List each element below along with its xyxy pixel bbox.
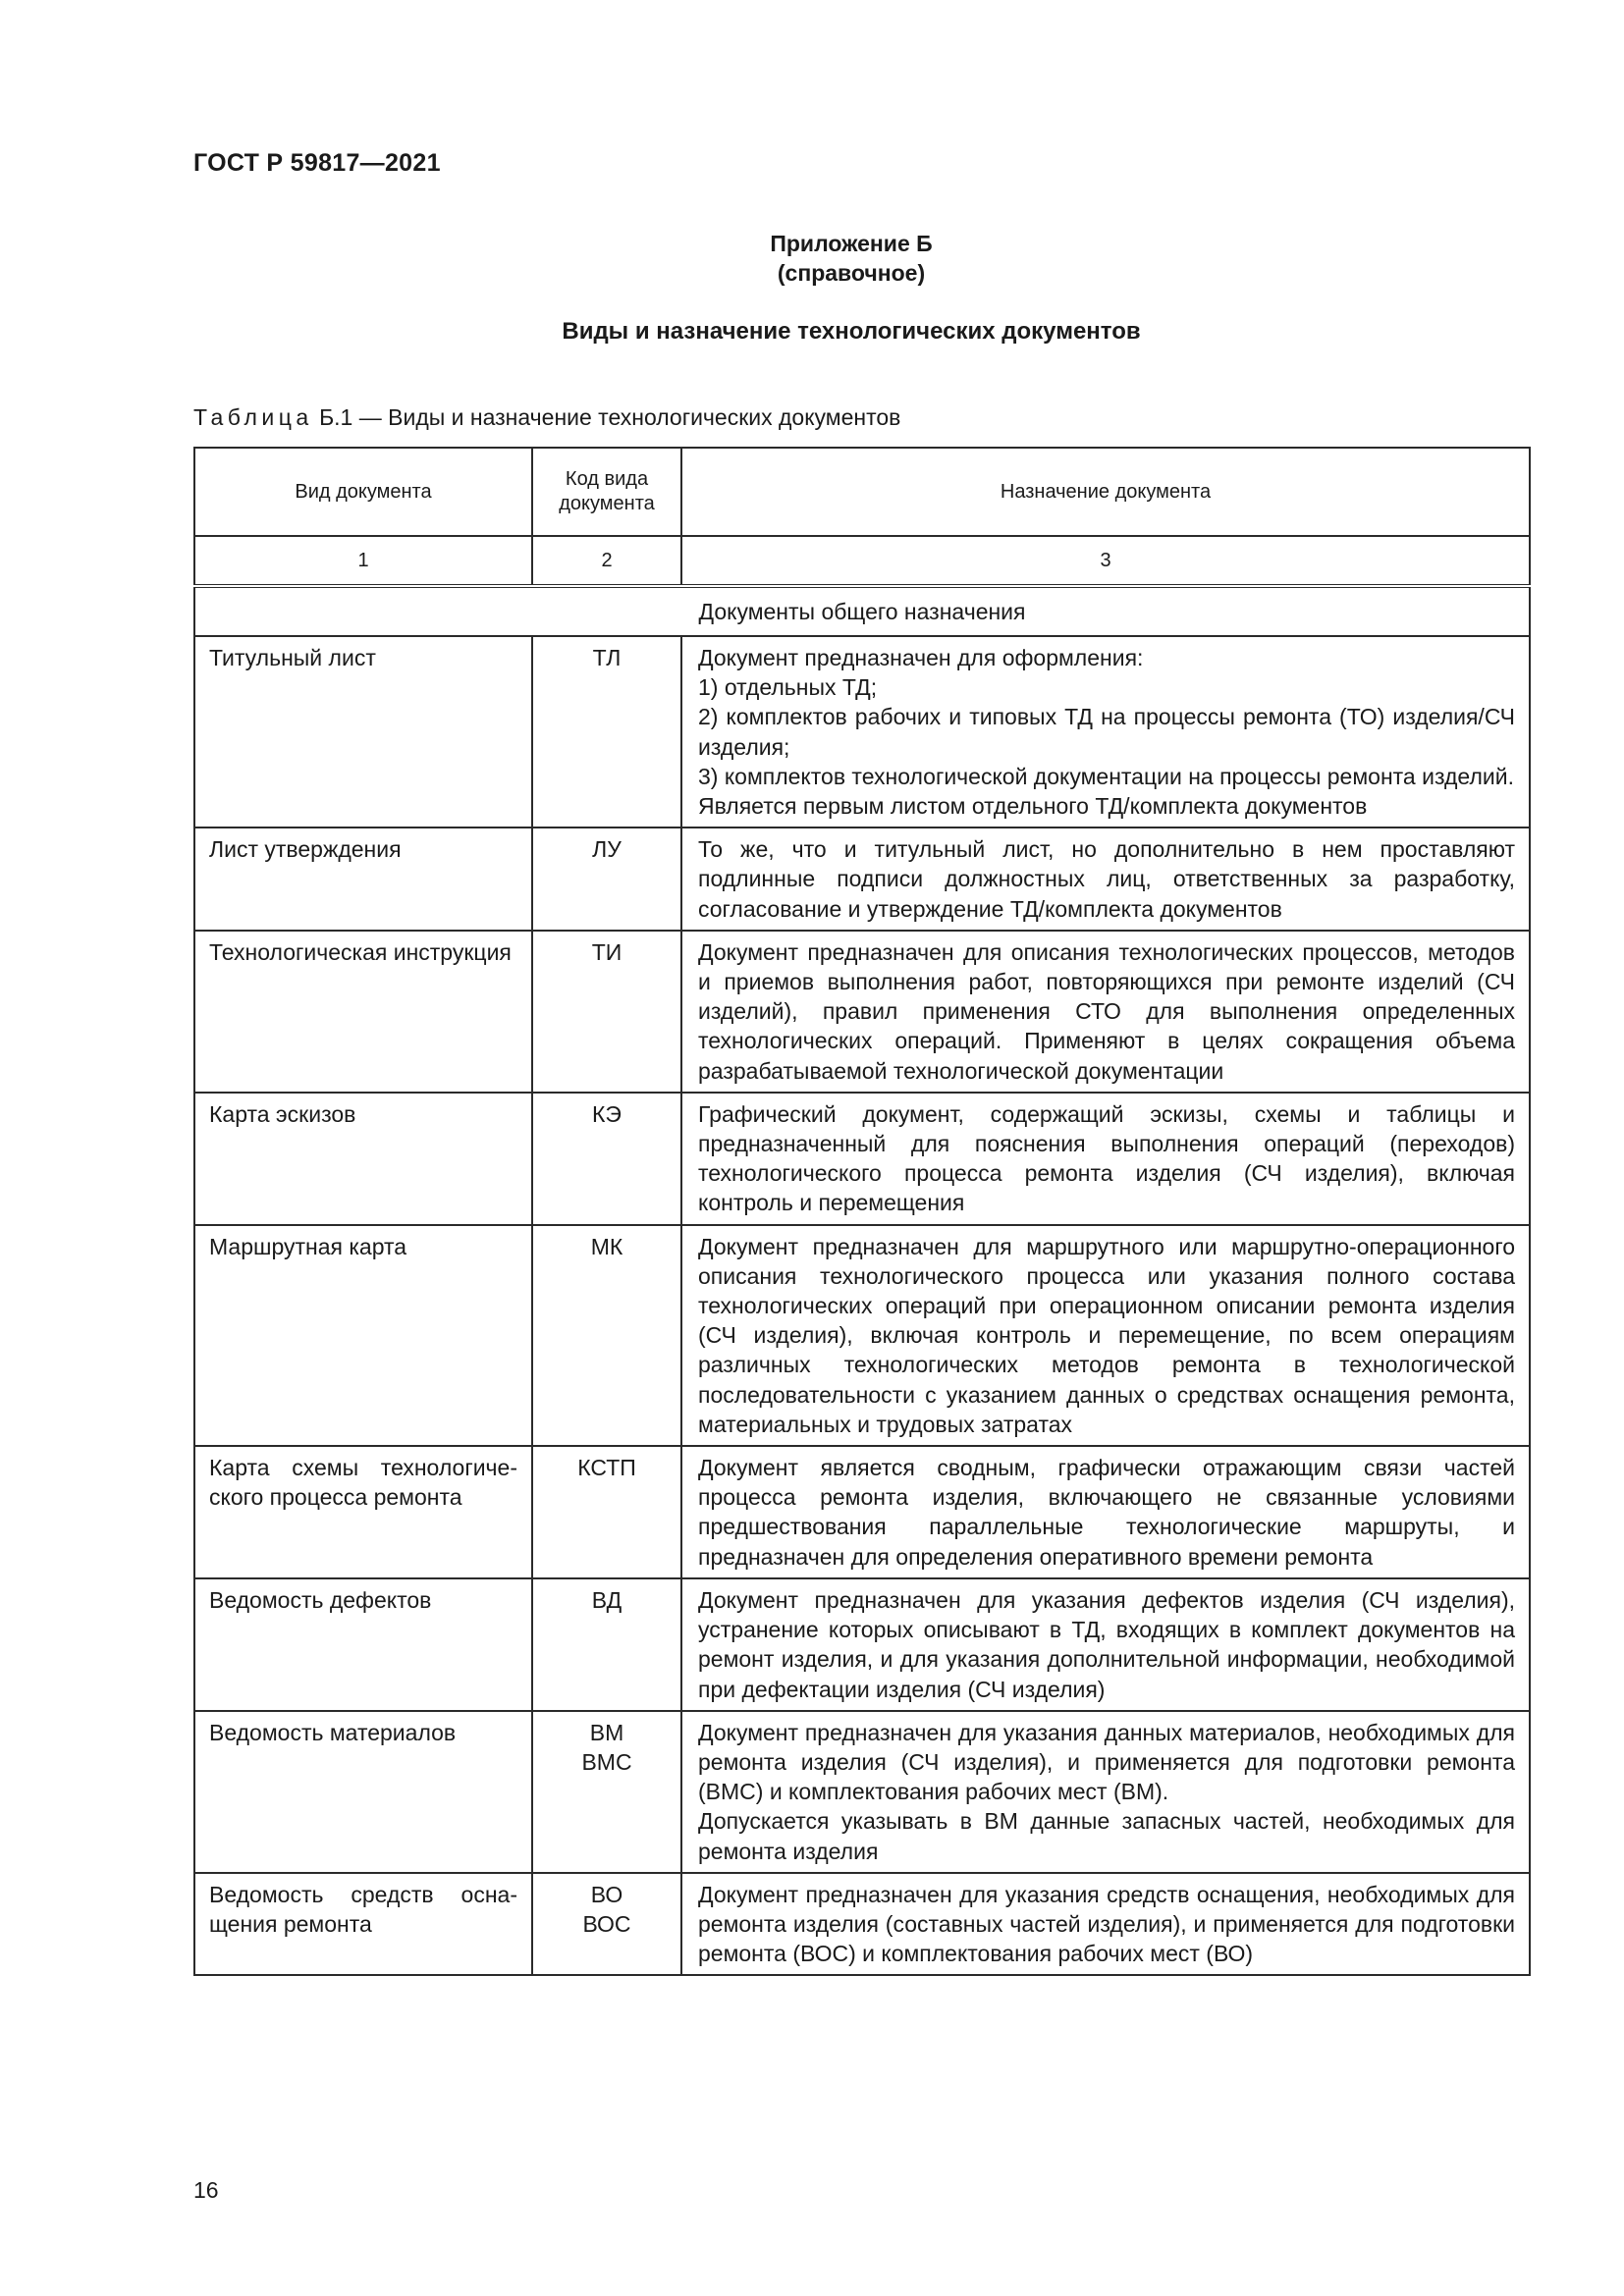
doc-kind-cell: Титульный лист: [194, 636, 532, 828]
table-row: [194, 1578, 1530, 1711]
page-number: 16: [193, 2177, 219, 2203]
table-row: [194, 931, 1530, 1093]
section-row: [194, 586, 1530, 636]
doc-code-cell: ТЛ: [532, 636, 681, 828]
table-row: [194, 1873, 1530, 1976]
table-row: [194, 1225, 1530, 1446]
doc-purpose-cell: Документ предназначен для описания технологических процессов, методов и приемов выполнения работ, повторяющихся при ремонте изделий (СЧ изделий), правил применения СТО для выполнения определенных технологических операций. Применяют в целях сокращения объема разрабатываемой технологической документации: [681, 931, 1530, 1093]
doc-purpose-cell: Документ является сводным, графически отражающим связи частей процесса ремонта изделия, включающего не связанные условиями предшествования параллельные технологические маршруты, и предназначен для определения оперативного времени ремонта: [681, 1446, 1530, 1578]
appendix-subtitle: (справочное): [777, 260, 926, 286]
header-cell-purpose: Назначение документа: [681, 448, 1530, 536]
section-title: Документы общего назначения: [194, 586, 1530, 636]
appendix-title: Приложение Б: [770, 231, 933, 256]
doc-purpose-cell: Документ предназначен для указания дефектов изделия (СЧ изделия), устранение которых описывают в ТД, входящих в комплект документов на ремонт изделия, и для указания дополнительной информации, необходимой при дефектации изделия (СЧ изделия): [681, 1578, 1530, 1711]
doc-kind-cell: Ведомость материалов: [194, 1711, 532, 1873]
doc-purpose-cell: Документ предназначен для указания данных материалов, необходимых для ремонта изделия (СЧ изделия), и применяется для подготовки ремонта (ВМС) и комплектования рабочих мест (ВМ). Допускается указывать в ВМ данные запасных частей, необходимых для ремонта изделия: [681, 1711, 1530, 1873]
column-number: 2: [532, 536, 681, 586]
doc-code-cell: ВД: [532, 1578, 681, 1711]
doc-code-cell: МК: [532, 1225, 681, 1446]
column-number-row: [194, 536, 1530, 586]
header-cell-code: [532, 448, 681, 536]
table-row: [194, 1711, 1530, 1873]
doc-purpose-cell: Документ предназначен для маршрутного или маршрутно-операционного описания технологического процесса или указания полного состава технологических операций при операционном описании ремонта изделия (СЧ изделия), включая контроль и перемещение, по всем операциям различных технологических методов ремонта в технологической последовательности с указанием данных о средствах оснащения ремонта, материальных и трудовых затратах: [681, 1225, 1530, 1446]
column-number: 3: [681, 536, 1530, 586]
document-code: ГОСТ Р 59817—2021: [193, 149, 441, 177]
doc-code-cell: ВО ВОС: [532, 1873, 681, 1976]
appendix-heading: Виды и назначение технологических документов: [562, 318, 1141, 345]
doc-kind-cell: Карта схемы технологического процесса ремонта: [194, 1446, 532, 1578]
header-cell-code-line1: Код вида: [565, 468, 649, 490]
document-types-table: [193, 447, 1531, 1976]
doc-code-cell: ВМ ВМС: [532, 1711, 681, 1873]
header-cell-kind: Вид документа: [194, 448, 532, 536]
doc-kind-cell: Ведомость дефектов: [194, 1578, 532, 1711]
table-row: [194, 636, 1530, 828]
doc-kind-cell: Технологическая инструкция: [194, 931, 532, 1093]
doc-kind-cell: Карта эскизов: [194, 1093, 532, 1225]
column-number: 1: [194, 536, 532, 586]
doc-purpose-cell: Документ предназначен для указания средств оснащения, необходимых для ремонта изделия (составных частей изделия), и применяется для подготовки ремонта (ВОС) и комплектования рабочих мест (ВО): [681, 1873, 1530, 1976]
doc-code-cell: КСТП: [532, 1446, 681, 1578]
appendix-title-block: [0, 229, 1624, 288]
doc-code-cell: КЭ: [532, 1093, 681, 1225]
table-caption: [193, 404, 900, 431]
table-caption-text: Б.1 — Виды и назначение технологических документов: [312, 404, 901, 430]
doc-purpose-cell: Графический документ, содержащий эскизы, схемы и таблицы и предназначенный для пояснения выполнения операций (переходов) технологического процесса ремонта изделия (СЧ изделия), включая контроль и перемещения: [681, 1093, 1530, 1225]
table-row: [194, 1093, 1530, 1225]
doc-kind-cell: Маршрутная карта: [194, 1225, 532, 1446]
doc-code-cell: ЛУ: [532, 828, 681, 931]
doc-purpose-cell: То же, что и титульный лист, но дополнительно в нем проставляют подлинные подписи должностных лиц, ответственных за разработку, согласование и утверждение ТД/комплекта документов: [681, 828, 1530, 931]
table-caption-label: Таблица: [193, 404, 313, 430]
table-row: [194, 828, 1530, 931]
table-row: [194, 1446, 1530, 1578]
header-cell-code-line2: документа: [559, 493, 655, 514]
table-header-row: [194, 448, 1530, 536]
doc-code-cell: ТИ: [532, 931, 681, 1093]
doc-kind-cell: Ведомость средств оснащения ремонта: [194, 1873, 532, 1976]
doc-kind-cell: Лист утверждения: [194, 828, 532, 931]
doc-purpose-cell: Документ предназначен для оформления: 1) отдельных ТД; 2) комплектов рабочих и типовых ТД на процессы ремонта (ТО) изделия/СЧ изделия; 3) комплектов технологической документации на процессы ремонта изделий. Является первым листом отдельного ТД/комплекта документов: [681, 636, 1530, 828]
